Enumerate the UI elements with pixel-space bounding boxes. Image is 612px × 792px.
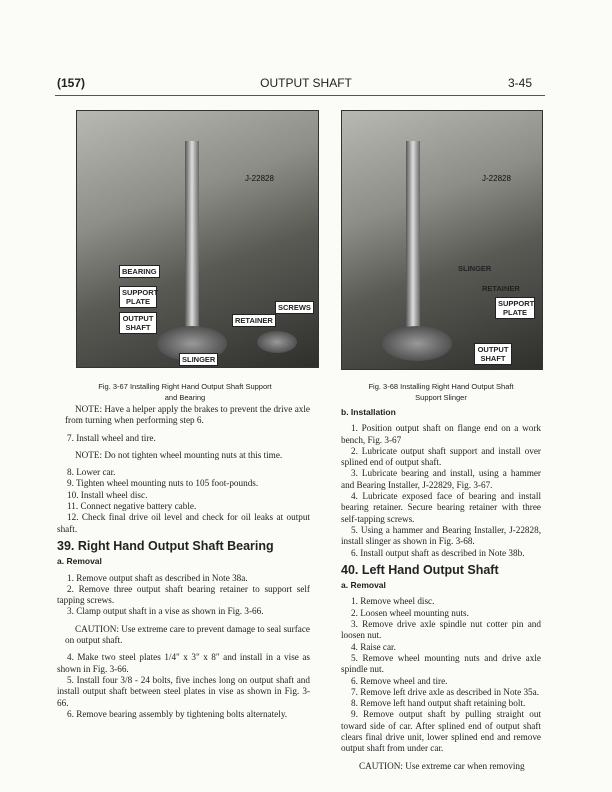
step: 8. Remove left hand output shaft retaining bolt. (351, 698, 526, 709)
label-bearing: BEARING (119, 265, 160, 278)
section-heading-40: 40. Left Hand Output Shaft (341, 562, 499, 577)
step: 6. Install output shaft as described in Note 38b. (351, 547, 525, 558)
step: 7. Remove left drive axle as described in Note 35a. (351, 686, 540, 697)
page-number: 3-45 (508, 76, 533, 90)
label-output-shaft: OUTPUT SHAFT (119, 312, 157, 334)
step: 1. Remove wheel disc. (351, 596, 435, 607)
step: 6. Remove bearing assembly by tightening bolts alternately. (67, 708, 288, 719)
caption-line: Fig. 3-68 Installing Right Hand Output Shaft (368, 382, 514, 391)
section-heading-39: 39. Right Hand Output Shaft Bearing (57, 538, 274, 553)
fig-3-68-caption (341, 381, 541, 403)
label-retainer: RETAINER (232, 314, 276, 327)
label-screws: SCREWS (275, 301, 314, 314)
step: 9. Remove output shaft by pulling straight out toward side of car. After splined end of output shaft clears final drive unit, lower splined end and remove output shaft from under car. (341, 709, 541, 754)
step: 8. Lower car. (67, 467, 116, 478)
label-support-plate: SUPPORT PLATE (119, 286, 157, 308)
step: 1. Remove output shaft as described in Note 38a. (67, 572, 248, 583)
step: 2. Loosen wheel mounting nuts. (351, 607, 469, 618)
subheading-removal: a. Removal (57, 556, 102, 567)
fig-3-68-photo (341, 110, 543, 370)
label-support-plate: SUPPORT PLATE (495, 297, 535, 319)
step: 3. Remove drive axle spindle nut cotter pin and loosen nut. (341, 619, 541, 641)
header-rule (55, 95, 545, 96)
caution: CAUTION: Use extreme car when removing (359, 760, 525, 771)
caption-line: Support Slinger (415, 393, 467, 402)
step: 10. Install wheel disc. (67, 489, 148, 500)
step: 3. Lubricate bearing and install, using a hammer and Bearing Installer, J-22829, Fig. 3-67. (341, 468, 541, 490)
caution: CAUTION: Use extreme care to prevent damage to seal surface on output shaft. (65, 623, 310, 646)
step: 5. Using a hammer and Bearing Installer, J-22828, install slinger as shown in Fig. 3-68. (341, 524, 541, 547)
step: 9. Tighten wheel mounting nuts to 105 foot-pounds. (67, 478, 259, 489)
step: 2. Lubricate output shaft support and install over splined end of output shaft. (341, 445, 541, 468)
label-slinger: SLINGER (458, 264, 492, 273)
note: NOTE: Do not tighten wheel mounting nuts at this time. (75, 449, 283, 460)
label-retainer: RETAINER (482, 284, 520, 293)
page-ref: (157) (57, 76, 86, 90)
step: 2. Remove three output shaft bearing retainer to support self tapping screws. (57, 583, 310, 606)
caption-line: and Bearing (164, 393, 206, 402)
step: 11. Connect negative battery cable. (67, 501, 197, 512)
label-slinger: SLINGER (179, 353, 218, 366)
page-title: OUTPUT SHAFT (260, 76, 352, 90)
left-column (57, 404, 310, 720)
step: 3. Clamp output shaft in a vise as shown in Fig. 3-66. (67, 606, 264, 617)
fig-3-67-photo (76, 110, 319, 368)
label-output-shaft: OUTPUT SHAFT (474, 343, 512, 365)
step: 4. Make two steel plates 1/4" x 3" x 8" and install in a vise as shown in Fig. 3-66. (57, 652, 310, 674)
subheading-removal: a. Removal (341, 580, 386, 591)
caption-line: Fig. 3-67 Installing Right Hand Output Shaft Support (98, 382, 272, 391)
right-column (341, 404, 541, 778)
label-tool: J-22828 (482, 174, 511, 183)
step: 1. Position output shaft on flange end on a work bench, Fig. 3-67 (341, 423, 541, 445)
step: 5. Remove wheel mounting nuts and drive axle spindle nut. (341, 652, 541, 675)
step: 12. Check final drive oil level and check for oil leaks at output shaft. (57, 512, 310, 534)
step: 4. Raise car. (351, 641, 396, 652)
step: 7. Install wheel and tire. (67, 432, 156, 443)
step: 4. Lubricate exposed face of bearing and install bearing retainer. Secure bearing retainer with three self-tapping screws. (341, 491, 541, 524)
step: 5. Install four 3/8 - 24 bolts, five inches long on output shaft and install output shaft between steel plates in vise as shown in Fig. 3-66. (57, 674, 310, 708)
label-tool: J-22828 (245, 174, 274, 183)
subheading-installation: b. Installation (341, 407, 396, 417)
step: 6. Remove wheel and tire. (351, 675, 448, 686)
note: NOTE: Have a helper apply the brakes to prevent the drive axle from turning when performing step 6. (65, 404, 310, 426)
fig-3-67-caption (60, 381, 310, 403)
